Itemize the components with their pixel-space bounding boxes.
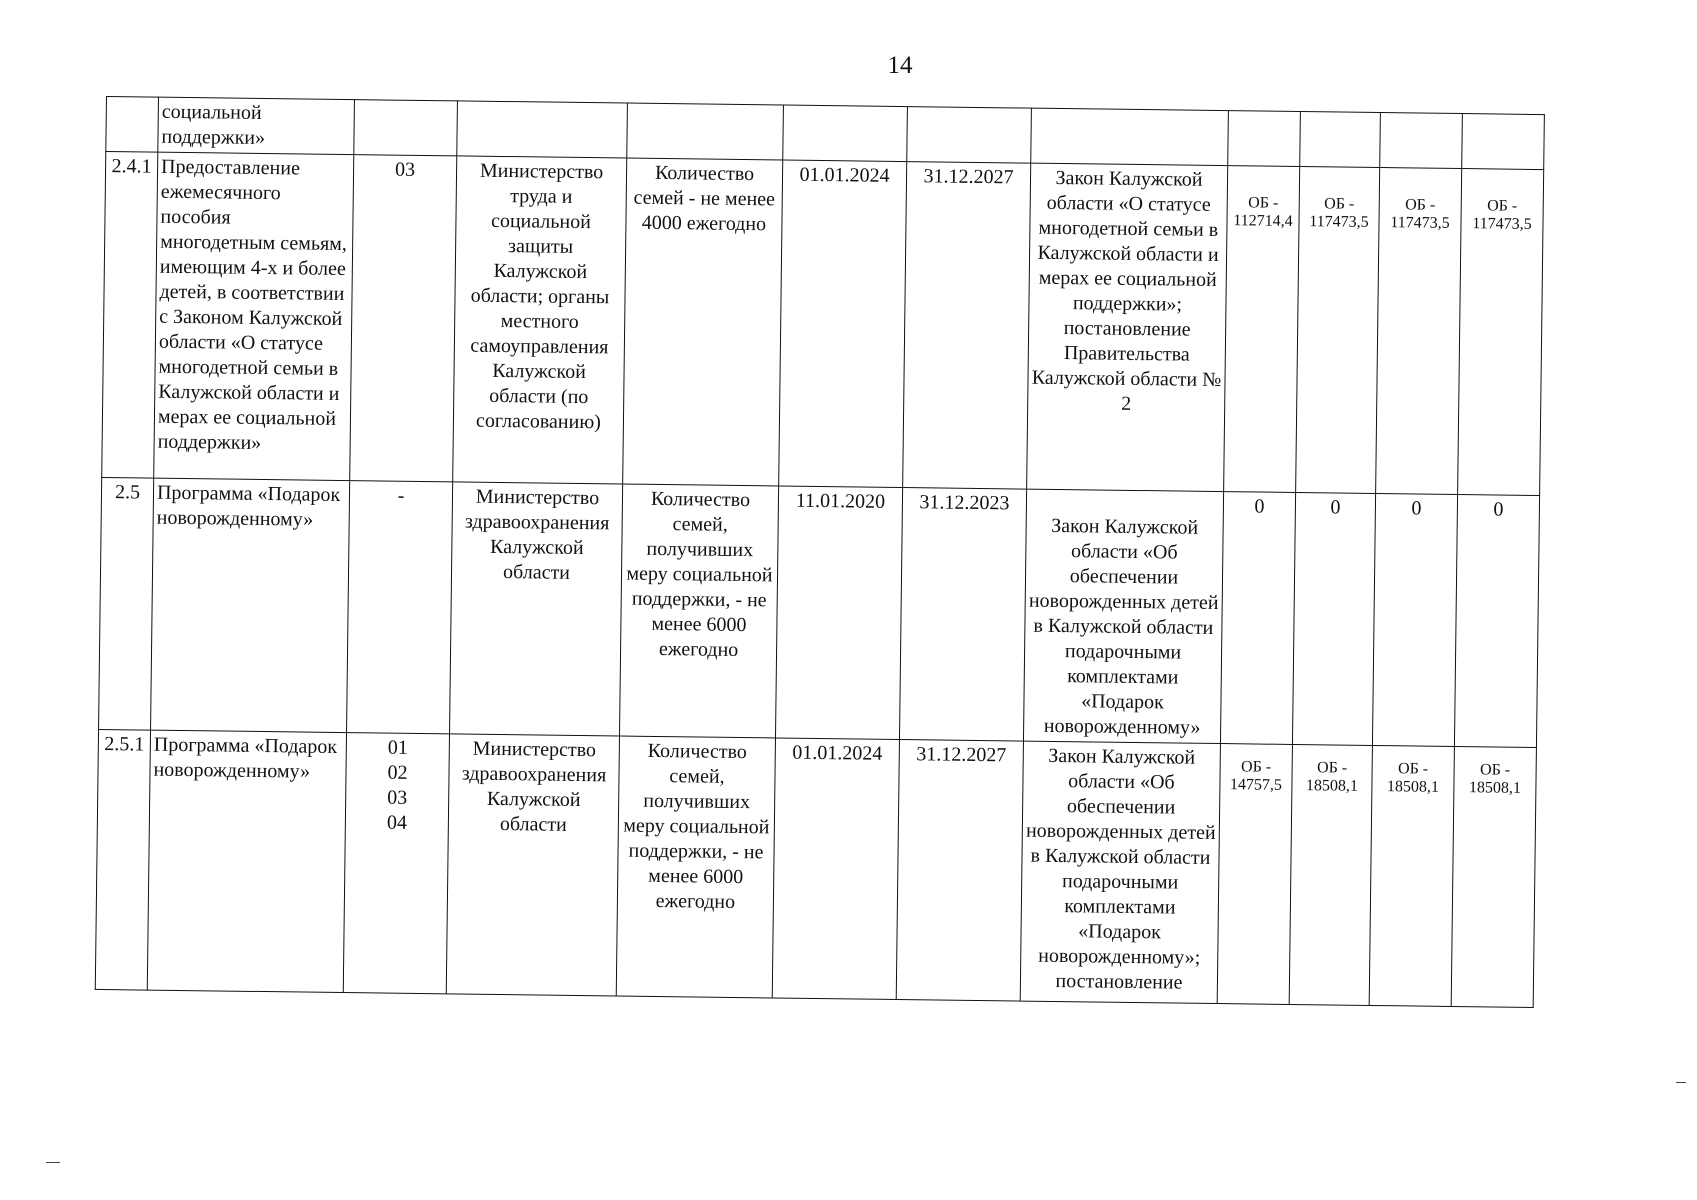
cell-end-date: 31.12.2027 [903,162,1031,490]
cell-amount-3: ОБ - 117473,5 [1376,168,1462,495]
cell-executor [457,101,628,158]
cell-num: 2.5 [99,477,154,730]
cell-amount-2: ОБ - 117473,5 [1296,167,1380,494]
code-item: 03 [387,786,408,809]
cell-indicator [627,103,784,160]
cell-end-date: 31.12.2027 [896,740,1023,1002]
cell-amount-3: ОБ - 18508,1 [1369,745,1454,1006]
cell-end-date: 31.12.2023 [899,488,1026,742]
cell-executor: Министерство труда и социальной защиты Калужской области; органы местного самоуправления Калужской области (по согласованию) [453,156,627,484]
cell-amount-1 [1228,111,1301,167]
cell-amount-1: ОБ - 112714,4 [1224,166,1300,493]
cell-name: Программа «Подарок новорожденному» [151,478,350,732]
cell-code [354,100,458,156]
program-activities-table [95,96,1545,1008]
cell-amount-3: 0 [1372,493,1457,746]
cell-code: 03 [350,155,457,482]
cell-name: Программа «Подарок новорожденному» [147,730,346,992]
table-row [99,477,1540,747]
scan-artifact [1676,1082,1686,1083]
scan-artifact [46,1162,60,1163]
cell-start-date: 11.01.2020 [775,486,902,740]
cell-code: - [347,481,453,734]
cell-amount-2: ОБ - 18508,1 [1289,744,1372,1005]
cell-amount-4: 0 [1454,495,1539,748]
cell-start-date [783,105,908,162]
cell-end-date [907,107,1032,164]
cell-start-date: 01.01.2024 [779,160,907,488]
code-item: 04 [386,811,408,834]
cell-amount-3 [1380,113,1463,169]
cell-amount-4: ОБ - 117473,5 [1458,169,1544,496]
cell-amount-1: ОБ - 14757,5 [1217,744,1292,1005]
table-row [102,152,1544,496]
cell-num: 2.5.1 [95,729,150,990]
cell-start-date: 01.01.2024 [772,738,899,1000]
code-item: 02 [387,761,408,784]
cell-amount-2: 0 [1292,492,1375,745]
cell-codes [343,733,449,994]
code-item: 01 [387,736,408,759]
table-wrapper [95,96,1545,1008]
cell-indicator: Количество семей - не менее 4000 ежегодно [623,158,783,486]
cell-name: социальной поддержки» [158,97,355,154]
cell-legal-basis: Закон Калужской области «Об обеспечении новорожденных детей в Калужской области подарочными комплектами «Подарок новорожденному»; постановление [1020,741,1220,1003]
cell-indicator: Количество семей, получивших меру социальной поддержки, - не менее 6000 ежегодно [619,484,778,738]
cell-indicator: Количество семей, получивших меру социальной поддержки, - не менее 6000 ежегодно [616,736,775,998]
cell-amount-4 [1462,114,1545,170]
cell-num: 2.4.1 [102,152,158,479]
table-row [95,729,1536,1007]
cell-legal-basis [1031,108,1229,165]
cell-amount-4: ОБ - 18508,1 [1451,746,1536,1007]
cell-legal-basis: Закон Калужской области «Об обеспечении новорожденных детей в Калужской области подарочными комплектами «Подарок новорожденному» [1023,489,1223,743]
cell-amount-2 [1300,112,1381,168]
cell-legal-basis: Закон Калужской области «О статусе многодетной семьи в Калужской области и мерах ее социальной поддержки»; постановление Правительства Калужской области № 2 [1027,163,1228,491]
page-number: 14 [887,52,913,79]
cell-amount-1: 0 [1220,492,1295,745]
cell-executor: Министерство здравоохранения Калужской области [450,482,623,736]
cell-executor: Министерство здравоохранения Калужской области [446,734,619,996]
cell-num [106,97,159,153]
cell-name: Предоставление ежемесячного пособия многодетным семьям, имеющим 4-х и более детей, в соответствии с Законом Калужской области «О статусе многодетной семьи в Калужской области и мерах ее социальной поддержки» [154,152,354,480]
